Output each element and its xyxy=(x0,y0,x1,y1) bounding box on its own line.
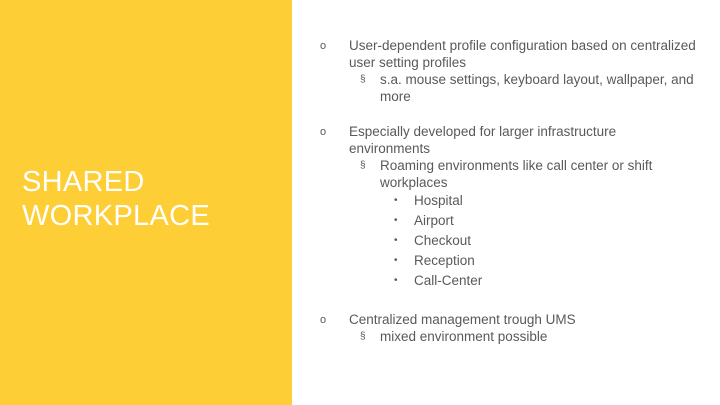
place-item-airport xyxy=(383,211,700,231)
sub-bullet-settings xyxy=(349,71,700,105)
place-text: Checkout xyxy=(414,233,472,248)
bullet-text: Especially developed for larger infrastructure environments xyxy=(349,124,617,156)
bullet-text: Centralized management trough UMS xyxy=(349,312,576,327)
place-text: Airport xyxy=(414,213,454,228)
title-line-2: WORKPLACE xyxy=(22,200,211,232)
sub-bullet-text: s.a. mouse settings, keyboard layout, wallpaper, and more xyxy=(380,72,694,104)
place-text: Hospital xyxy=(414,193,463,208)
circle-bullet-icon: o xyxy=(320,40,327,52)
square-bullet-icon: § xyxy=(360,160,366,171)
bullet-list xyxy=(320,37,700,345)
dot-bullet-icon: • xyxy=(394,275,398,286)
dot-bullet-icon: • xyxy=(394,235,398,246)
dot-bullet-icon: • xyxy=(394,195,398,206)
place-item-hospital xyxy=(383,191,700,211)
bullet-text: User-dependent profile configuration based on centralized user setting profiles xyxy=(349,38,696,70)
square-bullet-icon: § xyxy=(360,331,366,342)
place-item-call-center xyxy=(383,271,700,291)
bullet-centralized-management xyxy=(320,311,700,328)
bullet-profile-configuration xyxy=(320,37,700,71)
sub-bullet-roaming xyxy=(349,157,700,191)
dot-bullet-icon: • xyxy=(394,215,398,226)
slide-title xyxy=(22,165,210,233)
square-bullet-icon: § xyxy=(360,74,366,85)
place-text: Call-Center xyxy=(414,273,483,288)
sub-bullet-mixed-environment xyxy=(349,328,700,345)
sub-bullet-text: Roaming environments like call center or shift workplaces xyxy=(380,158,653,190)
dot-bullet-icon: • xyxy=(394,255,398,266)
place-item-checkout xyxy=(383,231,700,251)
title-line-1: SHARED xyxy=(22,166,145,198)
sub-bullet-text: mixed environment possible xyxy=(380,329,548,344)
bullet-infrastructure xyxy=(320,123,700,157)
place-text: Reception xyxy=(414,253,475,268)
circle-bullet-icon: o xyxy=(320,314,327,326)
place-item-reception xyxy=(383,251,700,271)
circle-bullet-icon: o xyxy=(320,126,327,138)
